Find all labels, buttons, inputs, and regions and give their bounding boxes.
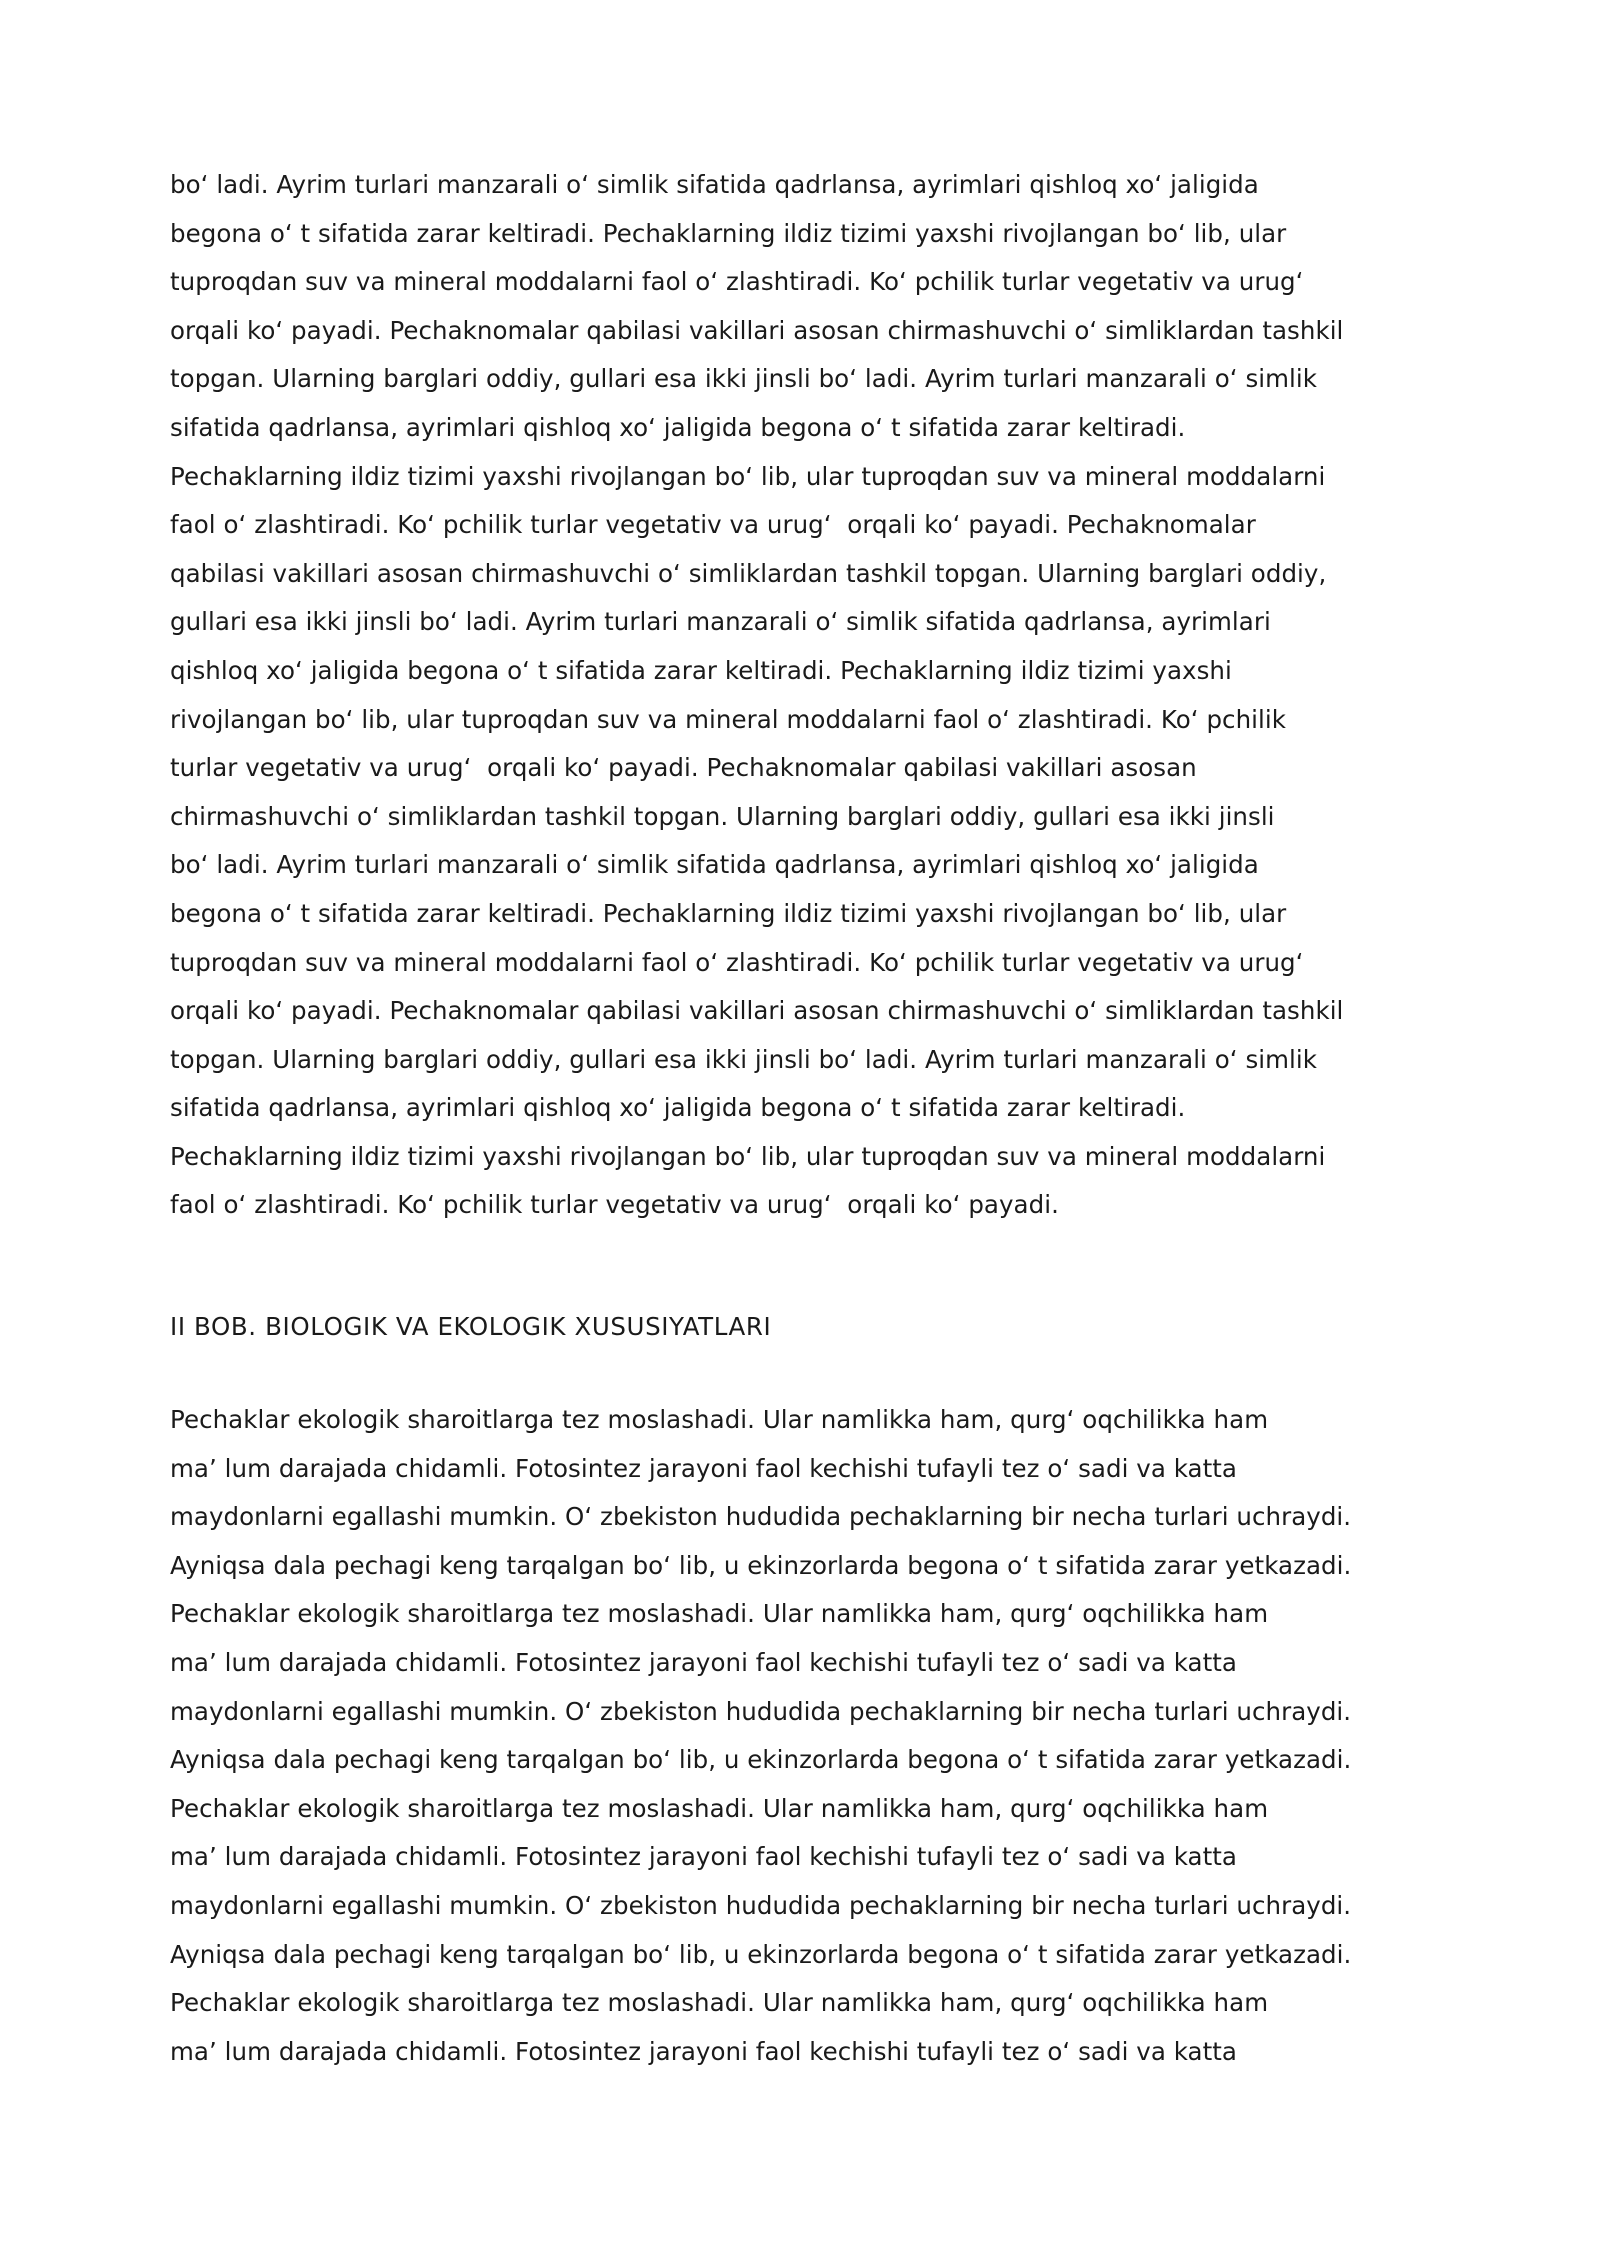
text-line: ma’ lum darajada chidamli. Fotosintez jarayoni faol kechishi tufayli tez o‘ sadi va katta <box>170 1842 1237 1872</box>
text-line: ma’ lum darajada chidamli. Fotosintez jarayoni faol kechishi tufayli tez o‘ sadi va katta <box>170 2036 1237 2066</box>
text-line: begona o‘ t sifatida zarar keltiradi. Pechaklarning ildiz tizimi yaxshi rivojlangan bo‘ lib, ular <box>170 898 1287 928</box>
text-line: orqali ko‘ payadi. Pechaknomalar qabilasi vakillari asosan chirmashuvchi o‘ simliklardan tashkil <box>170 996 1344 1026</box>
text-line: faol o‘ zlashtiradi. Ko‘ pchilik turlar vegetativ va urug‘ orqali ko‘ payadi. <box>170 1190 1059 1220</box>
text-line: sifatida qadrlansa, ayrimlari qishloq xo‘ jaligida begona o‘ t sifatida zarar keltiradi. <box>170 1093 1186 1123</box>
text-line: topgan. Ularning barglari oddiy, gullari esa ikki jinsli bo‘ ladi. Ayrim turlari manzarali o‘ simlik <box>170 364 1318 394</box>
text-line: tuproqdan suv va mineral moddalarni faol o‘ zlashtiradi. Ko‘ pchilik turlar vegetativ va urug‘ <box>170 947 1304 977</box>
text-line: Pechaklar ekologik sharoitlarga tez moslashadi. Ular namlikka ham, qurg‘ oqchilikka ham <box>170 1988 1269 2018</box>
text-line: topgan. Ularning barglari oddiy, gullari esa ikki jinsli bo‘ ladi. Ayrim turlari manzarali o‘ simlik <box>170 1044 1318 1074</box>
text-line: Pechaklar ekologik sharoitlarga tez moslashadi. Ular namlikka ham, qurg‘ oqchilikka ham <box>170 1793 1269 1823</box>
text-line: chirmashuvchi o‘ simliklardan tashkil topgan. Ularning barglari oddiy, gullari esa ikki jinsli <box>170 801 1275 831</box>
text-line: ma’ lum darajada chidamli. Fotosintez jarayoni faol kechishi tufayli tez o‘ sadi va katta <box>170 1647 1237 1677</box>
text-line: ma’ lum darajada chidamli. Fotosintez jarayoni faol kechishi tufayli tez o‘ sadi va katta <box>170 1453 1237 1483</box>
text-line: gullari esa ikki jinsli bo‘ ladi. Ayrim turlari manzarali o‘ simlik sifatida qadrlansa, ayrimlari <box>170 607 1271 637</box>
chapter-heading: II BOB. BIOLOGIK VA EKOLOGIK XUSUSIYATLARI <box>170 1312 772 1341</box>
body-paragraph-2 <box>170 1396 1470 2076</box>
text-line: qabilasi vakillari asosan chirmashuvchi o‘ simliklardan tashkil topgan. Ularning barglari oddiy, <box>170 558 1327 588</box>
text-line: Ayniqsa dala pechagi keng tarqalgan bo‘ lib, u ekinzorlarda begona o‘ t sifatida zarar yetkazadi. <box>170 1745 1352 1775</box>
body-paragraph-1 <box>170 161 1470 1230</box>
text-line: tuproqdan suv va mineral moddalarni faol o‘ zlashtiradi. Ko‘ pchilik turlar vegetativ va urug‘ <box>170 267 1304 297</box>
text-line: begona o‘ t sifatida zarar keltiradi. Pechaklarning ildiz tizimi yaxshi rivojlangan bo‘ lib, ular <box>170 218 1287 248</box>
text-line: Pechaklar ekologik sharoitlarga tez moslashadi. Ular namlikka ham, qurg‘ oqchilikka ham <box>170 1599 1269 1629</box>
text-line: Pechaklar ekologik sharoitlarga tez moslashadi. Ular namlikka ham, qurg‘ oqchilikka ham <box>170 1405 1269 1434</box>
text-line: Ayniqsa dala pechagi keng tarqalgan bo‘ lib, u ekinzorlarda begona o‘ t sifatida zarar yetkazadi. <box>170 1550 1352 1580</box>
text-line: turlar vegetativ va urug‘ orqali ko‘ payadi. Pechaknomalar qabilasi vakillari asosan <box>170 753 1197 783</box>
text-line: maydonlarni egallashi mumkin. O‘ zbekiston hududida pechaklarning bir necha turlari uchraydi. <box>170 1502 1352 1532</box>
text-line: orqali ko‘ payadi. Pechaknomalar qabilasi vakillari asosan chirmashuvchi o‘ simliklardan tashkil <box>170 315 1344 345</box>
text-line: Ayniqsa dala pechagi keng tarqalgan bo‘ lib, u ekinzorlarda begona o‘ t sifatida zarar yetkazadi. <box>170 1939 1352 1969</box>
text-line: bo‘ ladi. Ayrim turlari manzarali o‘ simlik sifatida qadrlansa, ayrimlari qishloq xo‘ jaligida <box>170 850 1259 880</box>
text-line: qishloq xo‘ jaligida begona o‘ t sifatida zarar keltiradi. Pechaklarning ildiz tizimi yaxshi <box>170 655 1232 685</box>
text-line: maydonlarni egallashi mumkin. O‘ zbekiston hududida pechaklarning bir necha turlari uchraydi. <box>170 1890 1352 1920</box>
text-line: sifatida qadrlansa, ayrimlari qishloq xo‘ jaligida begona o‘ t sifatida zarar keltiradi. <box>170 412 1186 442</box>
text-line: Pechaklarning ildiz tizimi yaxshi rivojlangan bo‘ lib, ular tuproqdan suv va mineral moddalarni <box>170 1141 1326 1171</box>
text-line: Pechaklarning ildiz tizimi yaxshi rivojlangan bo‘ lib, ular tuproqdan suv va mineral moddalarni <box>170 461 1326 491</box>
text-line: faol o‘ zlashtiradi. Ko‘ pchilik turlar vegetativ va urug‘ orqali ko‘ payadi. Pechaknomalar <box>170 510 1256 540</box>
text-line: bo‘ ladi. Ayrim turlari manzarali o‘ simlik sifatida qadrlansa, ayrimlari qishloq xo‘ jaligida <box>170 170 1259 199</box>
text-line: maydonlarni egallashi mumkin. O‘ zbekiston hududida pechaklarning bir necha turlari uchraydi. <box>170 1696 1352 1726</box>
text-line: rivojlangan bo‘ lib, ular tuproqdan suv va mineral moddalarni faol o‘ zlashtiradi. Ko‘ pchilik <box>170 704 1286 734</box>
